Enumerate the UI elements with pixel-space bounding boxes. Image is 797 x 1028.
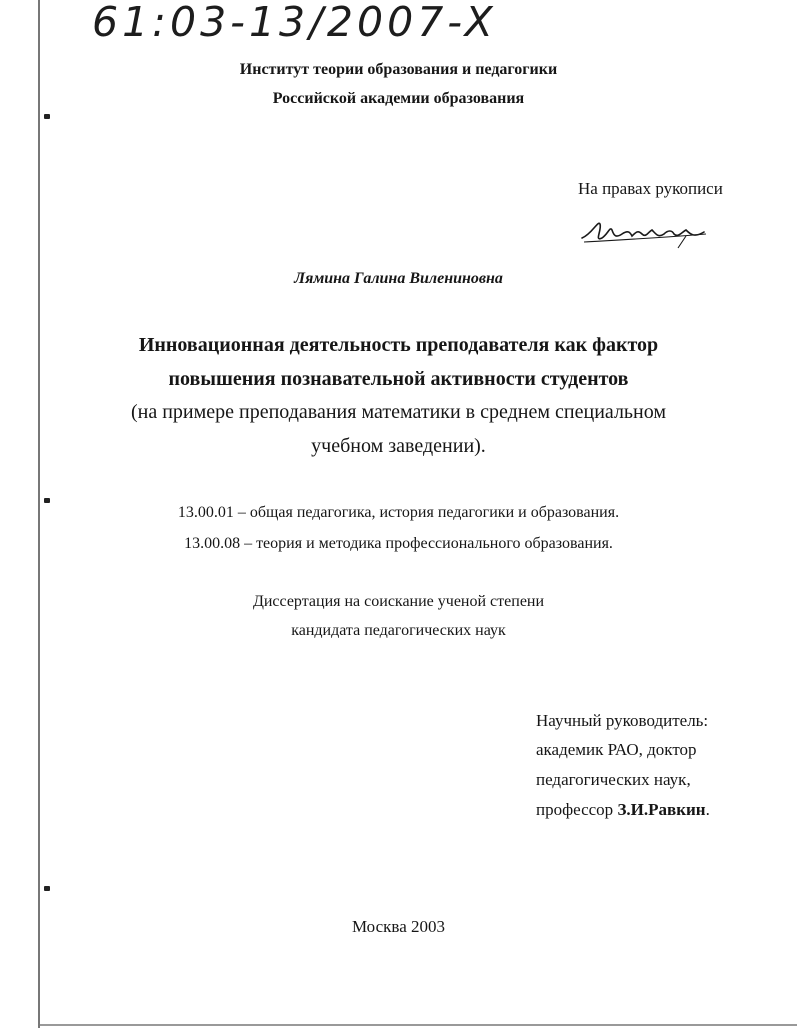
title-line-1: Инновационная деятельность преподавателя как фактор <box>138 334 659 356</box>
dissertation-line-2: кандидата педагогических наук <box>291 622 506 639</box>
manuscript-rights: На правах рукописи <box>578 179 723 198</box>
bottom-edge-line <box>40 1024 797 1026</box>
supervisor-period: . <box>705 800 710 819</box>
supervisor-name: З.И.Равкин <box>617 800 706 819</box>
archive-stamp: 61:03-13/2007-X <box>92 0 497 46</box>
specialty-line-2: 13.00.08 – теория и методика профессионального образования. <box>184 535 613 552</box>
supervisor-line-4 <box>536 800 710 820</box>
scan-speck <box>44 498 50 503</box>
title-line-4: учебном заведении). <box>311 435 486 457</box>
supervisor-line-2: академик РАО, доктор <box>536 740 697 759</box>
supervisor-title: профессор <box>536 800 618 819</box>
city-year: Москва 2003 <box>351 917 446 936</box>
supervisor-line-1: Научный руководитель: <box>536 711 709 730</box>
institution-line-2: Российской академии образования <box>272 90 525 107</box>
scan-speck <box>44 114 50 119</box>
institution-line-1: Институт теории образования и педагогики <box>239 61 558 78</box>
title-line-2: повышения познавательной активности студентов <box>168 368 629 390</box>
title-line-3: (на примере преподавания математики в среднем специальном <box>130 401 667 423</box>
scan-speck <box>44 886 50 891</box>
dissertation-line-1: Диссертация на соискание ученой степени <box>252 593 545 610</box>
signature <box>578 208 718 256</box>
specialty-line-1: 13.00.01 – общая педагогика, история педагогики и образования. <box>177 504 620 521</box>
author-name: Лямина Галина Вилениновна <box>294 270 503 287</box>
supervisor-line-3: педагогических наук, <box>536 770 691 789</box>
